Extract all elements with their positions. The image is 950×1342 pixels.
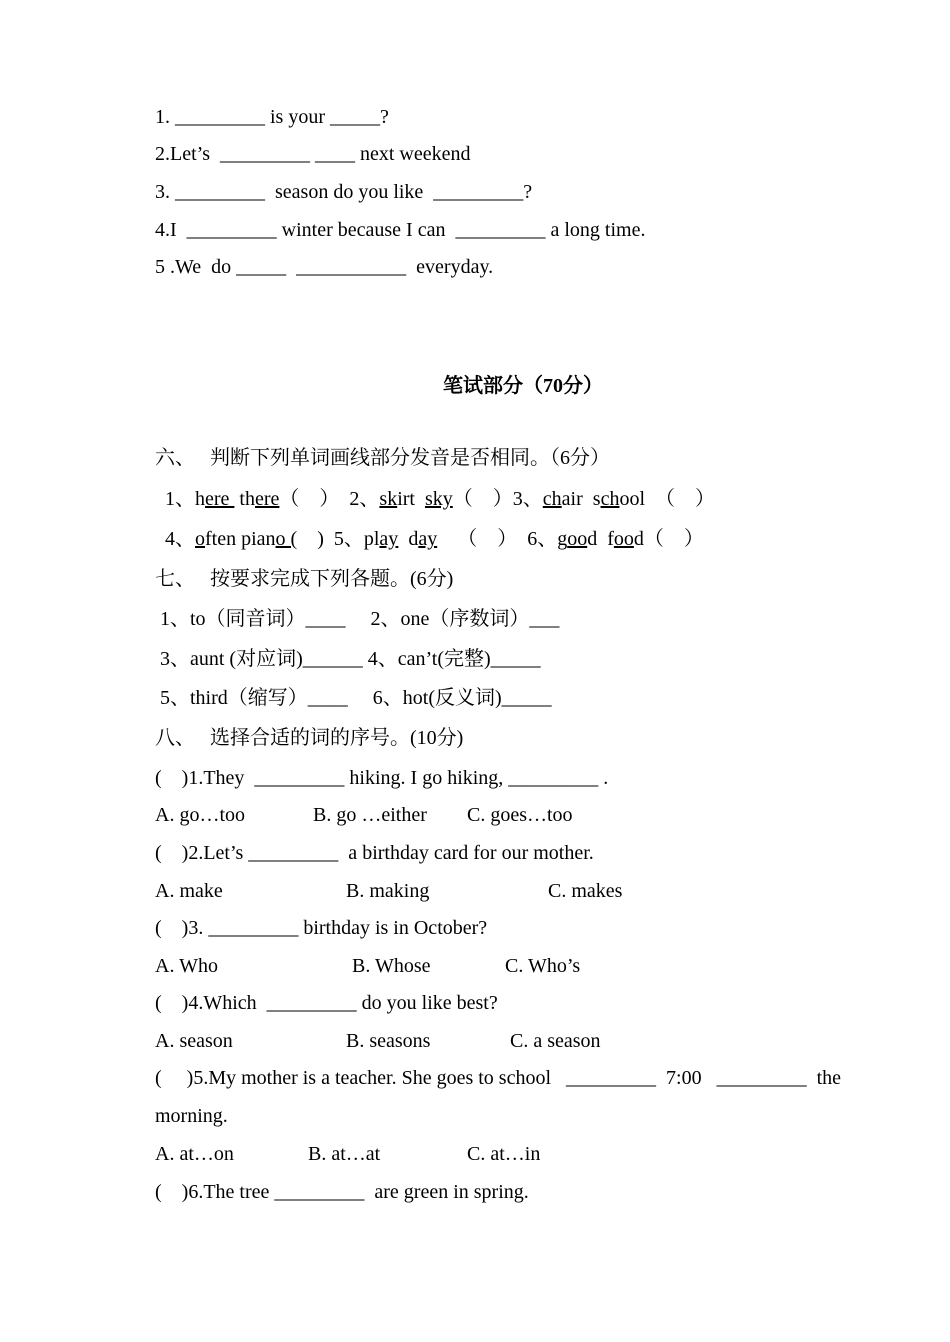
- phonics-row-2: 4、often piano ( ) 5、play day （ ） 6、good food（ ）: [165, 528, 704, 550]
- question-2: ( )2.Let’s _________ a birthday card for our mother.: [155, 842, 594, 864]
- phonics-row-1: 1、here there（ ） 2、skirt sky（ ）3、chair school （ ）: [165, 488, 716, 510]
- option-4a: A. season: [155, 1030, 233, 1052]
- fill-line-1: 1. _________ is your _____?: [155, 106, 389, 128]
- fill-line-3: 3. _________ season do you like _________?: [155, 181, 533, 203]
- question-4: ( )4.Which _________ do you like best?: [155, 992, 498, 1014]
- section-8-heading: 八、 选择合适的词的序号。(10分): [155, 727, 464, 749]
- option-5c: C. at…in: [467, 1143, 541, 1165]
- option-3b: B. Whose: [352, 955, 431, 977]
- section-title: 笔试部分（70分）: [443, 375, 603, 397]
- option-4b: B. seasons: [346, 1030, 431, 1052]
- s7-line-1: 1、to（同音词）____ 2、one（序数词）___: [155, 608, 560, 630]
- question-3: ( )3. _________ birthday is in October?: [155, 917, 488, 939]
- option-3c: C. Who’s: [505, 955, 581, 977]
- s7-line-2: 3、aunt (对应词)______ 4、can’t(完整)_____: [155, 648, 541, 670]
- option-2b: B. making: [346, 880, 430, 902]
- question-1: ( )1.They _________ hiking. I go hiking, _________ .: [155, 767, 609, 789]
- question-6: ( )6.The tree _________ are green in spring.: [155, 1181, 529, 1203]
- fill-line-4: 4.I _________ winter because I can _________ a long time.: [155, 219, 646, 241]
- option-3a: A. Who: [155, 955, 218, 977]
- section-7-heading: 七、 按要求完成下列各题。(6分): [155, 568, 454, 590]
- option-5a: A. at…on: [155, 1143, 234, 1165]
- option-2a: A. make: [155, 880, 223, 902]
- s7-line-3: 5、third（缩写）____ 6、hot(反义词)_____: [155, 687, 552, 709]
- option-4c: C. a season: [510, 1030, 601, 1052]
- fill-line-5: 5 .We do _____ ___________ everyday.: [155, 256, 494, 278]
- option-1b: B. go …either: [313, 804, 427, 826]
- fill-line-2: 2.Let’s _________ ____ next weekend: [155, 143, 471, 165]
- option-2c: C. makes: [548, 880, 623, 902]
- option-5b: B. at…at: [308, 1143, 381, 1165]
- option-1a: A. go…too: [155, 804, 245, 826]
- question-5: ( )5.My mother is a teacher. She goes to school _________ 7:00 _________ the: [155, 1067, 842, 1089]
- question-5-cont: morning.: [155, 1105, 228, 1127]
- option-1c: C. goes…too: [467, 804, 573, 826]
- section-6-heading: 六、 判断下列单词画线部分发音是否相同。（6分）: [155, 447, 610, 469]
